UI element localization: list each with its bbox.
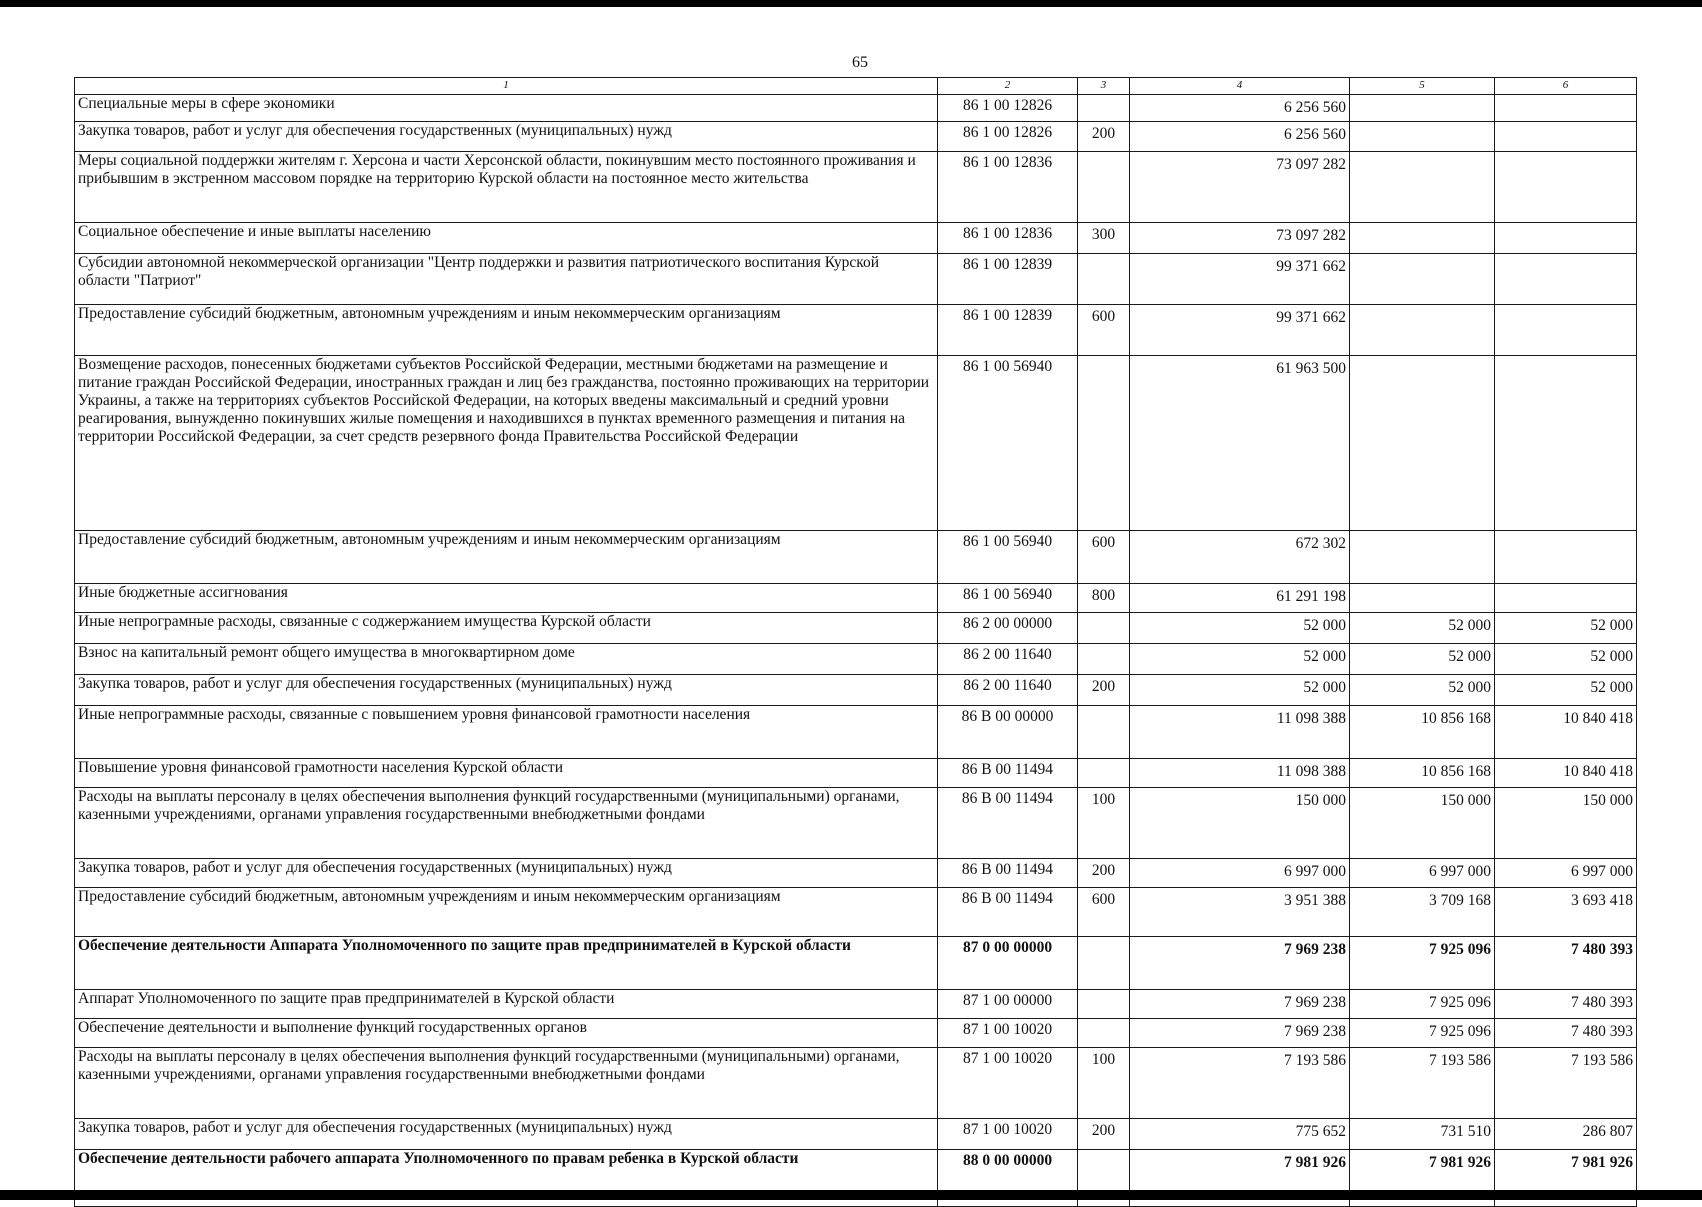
target-code: 86 В 00 11494 xyxy=(938,859,1078,888)
row-name: Закупка товаров, работ и услуг для обеспечения государственных (муниципальных) нужд xyxy=(75,859,938,888)
amount-col-5: 7 925 096 xyxy=(1350,937,1495,990)
row-name: Закупка товаров, работ и услуг для обеспечения государственных (муниципальных) нужд xyxy=(75,122,938,152)
amount-col-4: 6 256 560 xyxy=(1130,95,1350,122)
amount-col-5: 10 856 168 xyxy=(1350,706,1495,759)
amount-col-5: 10 856 168 xyxy=(1350,759,1495,788)
amount-col-5 xyxy=(1350,95,1495,122)
scan-edge-bottom xyxy=(0,1190,1702,1200)
target-code: 86 В 00 11494 xyxy=(938,759,1078,788)
expense-type-code xyxy=(1078,356,1130,531)
expense-type-code xyxy=(1078,759,1130,788)
row-name: Социальное обеспечение и иные выплаты населению xyxy=(75,223,938,254)
amount-col-4: 3 951 388 xyxy=(1130,888,1350,937)
amount-col-5 xyxy=(1350,305,1495,356)
amount-col-6 xyxy=(1495,531,1637,584)
expense-type-code xyxy=(1078,152,1130,223)
amount-col-4: 7 969 238 xyxy=(1130,937,1350,990)
amount-col-6 xyxy=(1495,254,1637,305)
amount-col-6: 286 807 xyxy=(1495,1119,1637,1150)
target-code: 87 1 00 10020 xyxy=(938,1119,1078,1150)
amount-col-4: 6 997 000 xyxy=(1130,859,1350,888)
amount-col-5: 7 981 926 xyxy=(1350,1150,1495,1207)
amount-col-5: 6 997 000 xyxy=(1350,859,1495,888)
expense-type-code: 300 xyxy=(1078,223,1130,254)
target-code: 86 1 00 12836 xyxy=(938,152,1078,223)
table-row xyxy=(75,706,1637,759)
amount-col-6 xyxy=(1495,584,1637,613)
table-row xyxy=(75,584,1637,613)
row-name: Обеспечение деятельности Аппарата Уполномоченного по защите прав предпринимателей в Курской области xyxy=(75,937,938,990)
table-row xyxy=(75,675,1637,706)
amount-col-4: 672 302 xyxy=(1130,531,1350,584)
row-name: Расходы на выплаты персоналу в целях обеспечения выполнения функций государственными (муниципальными) органами, казенными учреждениями, органами управления государственными внебюджетными фондами xyxy=(75,788,938,859)
amount-col-4: 7 193 586 xyxy=(1130,1048,1350,1119)
table-row xyxy=(75,644,1637,675)
amount-col-5 xyxy=(1350,356,1495,531)
table-row xyxy=(75,1119,1637,1150)
amount-col-4: 7 969 238 xyxy=(1130,1019,1350,1048)
column-number: 5 xyxy=(1350,78,1495,95)
expense-type-code xyxy=(1078,254,1130,305)
table-row xyxy=(75,122,1637,152)
table-row xyxy=(75,1019,1637,1048)
table-row xyxy=(75,888,1637,937)
amount-col-6: 7 480 393 xyxy=(1495,937,1637,990)
amount-col-6: 3 693 418 xyxy=(1495,888,1637,937)
target-code: 86 1 00 12836 xyxy=(938,223,1078,254)
amount-col-6: 7 193 586 xyxy=(1495,1048,1637,1119)
row-name: Обеспечение деятельности рабочего аппарата Уполномоченного по правам ребенка в Курской области xyxy=(75,1150,938,1207)
column-number: 2 xyxy=(938,78,1078,95)
expense-type-code xyxy=(1078,937,1130,990)
row-name: Иные непрограмные расходы, связанные с соджержанием имущества Курской области xyxy=(75,613,938,644)
amount-col-4: 11 098 388 xyxy=(1130,706,1350,759)
row-name: Взнос на капитальный ремонт общего имущества в многоквартирном доме xyxy=(75,644,938,675)
expense-type-code: 200 xyxy=(1078,859,1130,888)
table-row xyxy=(75,1048,1637,1119)
amount-col-4: 6 256 560 xyxy=(1130,122,1350,152)
column-number: 1 xyxy=(75,78,938,95)
target-code: 86 1 00 56940 xyxy=(938,531,1078,584)
target-code: 87 1 00 10020 xyxy=(938,1048,1078,1119)
column-number: 3 xyxy=(1078,78,1130,95)
amount-col-4: 150 000 xyxy=(1130,788,1350,859)
expense-type-code: 200 xyxy=(1078,122,1130,152)
target-code: 87 1 00 00000 xyxy=(938,990,1078,1019)
target-code: 87 0 00 00000 xyxy=(938,937,1078,990)
amount-col-6 xyxy=(1495,223,1637,254)
expense-type-code xyxy=(1078,644,1130,675)
amount-col-6: 7 480 393 xyxy=(1495,1019,1637,1048)
amount-col-6: 52 000 xyxy=(1495,644,1637,675)
page-number: 65 xyxy=(852,54,868,71)
target-code: 88 0 00 00000 xyxy=(938,1150,1078,1207)
expense-type-code xyxy=(1078,95,1130,122)
target-code: 86 2 00 11640 xyxy=(938,644,1078,675)
table-row xyxy=(75,531,1637,584)
amount-col-4: 61 291 198 xyxy=(1130,584,1350,613)
amount-col-5: 7 925 096 xyxy=(1350,990,1495,1019)
budget-table xyxy=(74,77,1637,1207)
amount-col-4: 99 371 662 xyxy=(1130,254,1350,305)
amount-col-4: 775 652 xyxy=(1130,1119,1350,1150)
table-row xyxy=(75,788,1637,859)
column-numbers-row xyxy=(75,78,1637,95)
row-name: Иные непрограммные расходы, связанные с повышением уровня финансовой грамотности населения xyxy=(75,706,938,759)
expense-type-code: 200 xyxy=(1078,1119,1130,1150)
amount-col-5 xyxy=(1350,254,1495,305)
amount-col-4: 73 097 282 xyxy=(1130,152,1350,223)
row-name: Обеспечение деятельности и выполнение функций государственных органов xyxy=(75,1019,938,1048)
amount-col-5: 3 709 168 xyxy=(1350,888,1495,937)
row-name: Закупка товаров, работ и услуг для обеспечения государственных (муниципальных) нужд xyxy=(75,1119,938,1150)
column-number: 6 xyxy=(1495,78,1637,95)
amount-col-5 xyxy=(1350,152,1495,223)
table-row xyxy=(75,305,1637,356)
amount-col-5 xyxy=(1350,122,1495,152)
row-name: Субсидии автономной некоммерческой организации "Центр поддержки и развития патриотического воспитания Курской области "Патриот" xyxy=(75,254,938,305)
row-name: Повышение уровня финансовой грамотности населения Курской области xyxy=(75,759,938,788)
amount-col-4: 7 981 926 xyxy=(1130,1150,1350,1207)
target-code: 86 1 00 56940 xyxy=(938,356,1078,531)
row-name: Предоставление субсидий бюджетным, автономным учреждениям и иным некоммерческим организациям xyxy=(75,305,938,356)
row-name: Аппарат Уполномоченного по защите прав предпринимателей в Курской области xyxy=(75,990,938,1019)
amount-col-4: 7 969 238 xyxy=(1130,990,1350,1019)
table-row xyxy=(75,990,1637,1019)
column-number: 4 xyxy=(1130,78,1350,95)
amount-col-6: 6 997 000 xyxy=(1495,859,1637,888)
table-row xyxy=(75,937,1637,990)
amount-col-5 xyxy=(1350,531,1495,584)
scan-edge-top xyxy=(0,0,1702,7)
amount-col-5 xyxy=(1350,223,1495,254)
expense-type-code: 800 xyxy=(1078,584,1130,613)
target-code: 86 1 00 12826 xyxy=(938,95,1078,122)
amount-col-5 xyxy=(1350,584,1495,613)
amount-col-5: 52 000 xyxy=(1350,644,1495,675)
target-code: 87 1 00 10020 xyxy=(938,1019,1078,1048)
table-row xyxy=(75,223,1637,254)
amount-col-5: 7 193 586 xyxy=(1350,1048,1495,1119)
amount-col-6: 150 000 xyxy=(1495,788,1637,859)
amount-col-6: 10 840 418 xyxy=(1495,706,1637,759)
row-name: Возмещение расходов, понесенных бюджетами субъектов Российской Федерации, местными бюджетами на размещение и питание граждан Российской Федерации, иностранных граждан и лиц без гражданства, постоянно проживающих на территории Украины, а также на территориях субъектов Российской Федерации, на которых введены максимальный и средний уровни реагирования, вынужденно покинувших жилые помещения и находившихся в пунктах временного размещения и питания на территории Российской Федерации, за счет средств резервного фонда Правительства Российской Федерации xyxy=(75,356,938,531)
amount-col-6: 10 840 418 xyxy=(1495,759,1637,788)
table-row xyxy=(75,759,1637,788)
expense-type-code: 100 xyxy=(1078,1048,1130,1119)
table-row xyxy=(75,152,1637,223)
expense-type-code: 600 xyxy=(1078,305,1130,356)
expense-type-code xyxy=(1078,706,1130,759)
expense-type-code: 200 xyxy=(1078,675,1130,706)
amount-col-6: 52 000 xyxy=(1495,675,1637,706)
expense-type-code: 600 xyxy=(1078,888,1130,937)
target-code: 86 1 00 12839 xyxy=(938,305,1078,356)
target-code: 86 2 00 00000 xyxy=(938,613,1078,644)
amount-col-6 xyxy=(1495,305,1637,356)
target-code: 86 В 00 11494 xyxy=(938,788,1078,859)
row-name: Расходы на выплаты персоналу в целях обеспечения выполнения функций государственными (муниципальными) органами, казенными учреждениями, органами управления государственными внебюджетными фондами xyxy=(75,1048,938,1119)
amount-col-4: 73 097 282 xyxy=(1130,223,1350,254)
expense-type-code xyxy=(1078,613,1130,644)
amount-col-5: 52 000 xyxy=(1350,675,1495,706)
expense-type-code: 600 xyxy=(1078,531,1130,584)
row-name: Специальные меры в сфере экономики xyxy=(75,95,938,122)
target-code: 86 1 00 12826 xyxy=(938,122,1078,152)
target-code: 86 1 00 56940 xyxy=(938,584,1078,613)
amount-col-4: 99 371 662 xyxy=(1130,305,1350,356)
table-row xyxy=(75,356,1637,531)
amount-col-6: 7 480 393 xyxy=(1495,990,1637,1019)
amount-col-6: 52 000 xyxy=(1495,613,1637,644)
amount-col-4: 52 000 xyxy=(1130,613,1350,644)
table-row xyxy=(75,859,1637,888)
amount-col-6 xyxy=(1495,356,1637,531)
target-code: 86 2 00 11640 xyxy=(938,675,1078,706)
amount-col-4: 11 098 388 xyxy=(1130,759,1350,788)
table-row xyxy=(75,95,1637,122)
amount-col-6 xyxy=(1495,95,1637,122)
row-name: Закупка товаров, работ и услуг для обеспечения государственных (муниципальных) нужд xyxy=(75,675,938,706)
target-code: 86 В 00 00000 xyxy=(938,706,1078,759)
amount-col-5: 731 510 xyxy=(1350,1119,1495,1150)
amount-col-6 xyxy=(1495,152,1637,223)
target-code: 86 В 00 11494 xyxy=(938,888,1078,937)
amount-col-5: 7 925 096 xyxy=(1350,1019,1495,1048)
row-name: Предоставление субсидий бюджетным, автономным учреждениям и иным некоммерческим организациям xyxy=(75,531,938,584)
amount-col-5: 150 000 xyxy=(1350,788,1495,859)
amount-col-4: 52 000 xyxy=(1130,644,1350,675)
amount-col-6 xyxy=(1495,122,1637,152)
row-name: Иные бюджетные ассигнования xyxy=(75,584,938,613)
row-name: Предоставление субсидий бюджетным, автономным учреждениям и иным некоммерческим организациям xyxy=(75,888,938,937)
expense-type-code xyxy=(1078,1019,1130,1048)
amount-col-4: 61 963 500 xyxy=(1130,356,1350,531)
amount-col-6: 7 981 926 xyxy=(1495,1150,1637,1207)
expense-type-code xyxy=(1078,990,1130,1019)
amount-col-4: 52 000 xyxy=(1130,675,1350,706)
expense-type-code: 100 xyxy=(1078,788,1130,859)
row-name: Меры социальной поддержки жителям г. Херсона и части Херсонской области, покинувшим место постоянного проживания и прибывшим в экстренном массовом порядке на территорию Курской области на постоянное место жительства xyxy=(75,152,938,223)
amount-col-5: 52 000 xyxy=(1350,613,1495,644)
table-row xyxy=(75,613,1637,644)
target-code: 86 1 00 12839 xyxy=(938,254,1078,305)
table-row xyxy=(75,254,1637,305)
